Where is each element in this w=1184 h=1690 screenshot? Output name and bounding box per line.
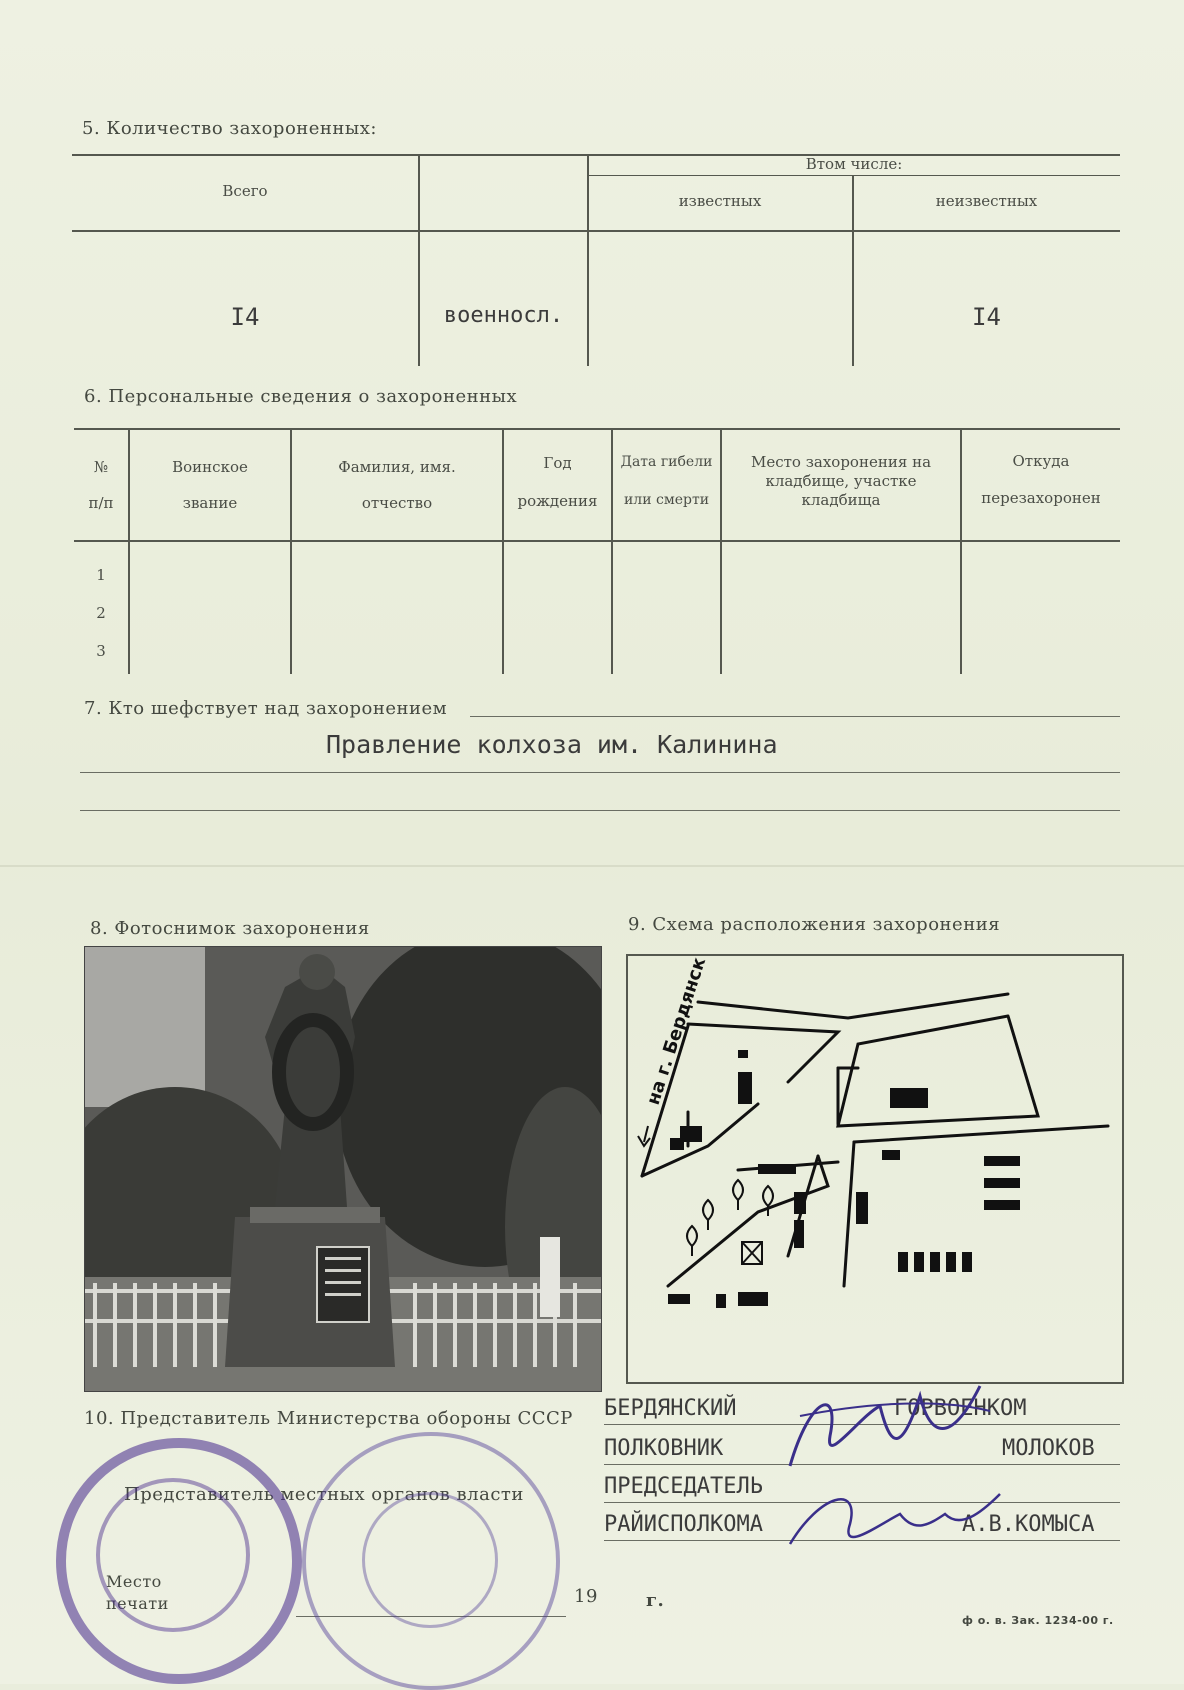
- s6-h-rank2: звание: [182, 494, 238, 512]
- s5-value-unknown: I4: [972, 303, 1001, 331]
- s6-h-from: Откуда: [1012, 452, 1070, 470]
- s5-vline-2: [587, 154, 589, 366]
- section7-title: 7. Кто шефствует над захоронением: [84, 698, 448, 719]
- s6-h-name: Фамилия, имя.: [338, 458, 456, 476]
- memorial-photo: [84, 946, 602, 1392]
- s6-h-rank: Воинское: [172, 458, 248, 476]
- s5-vline-1: [418, 154, 420, 366]
- s7-rule-3: [80, 810, 1120, 811]
- print-note: ф о. в. Зак. 1234-00 г.: [962, 1614, 1114, 1627]
- s6-row-3: 3: [96, 642, 106, 660]
- s6-h-num: №: [93, 458, 109, 476]
- s5-col-total: Всего: [222, 182, 268, 200]
- s5-col-including: Втом числе:: [805, 155, 903, 173]
- scheme-drawing: [628, 956, 1122, 1382]
- typed-line1a: БЕРДЯНСКИЙ: [604, 1396, 737, 1421]
- s6-header-rule: [74, 540, 1120, 542]
- typed-line4b: А.В.КОМЫСА: [962, 1512, 1095, 1537]
- round-seal-left: [56, 1438, 302, 1684]
- place-label: Место: [106, 1572, 162, 1591]
- s6-h-death2: или смерти: [623, 492, 710, 508]
- s6-h-name2: отчество: [361, 494, 433, 512]
- section9-title: 9. Схема расположения захоронения: [628, 914, 1001, 935]
- s5-col-unknown: неизвестных: [935, 192, 1038, 210]
- typed-line4a: РАЙИСПОЛКОМА: [604, 1512, 763, 1537]
- seal-label: печати: [106, 1594, 169, 1613]
- round-seal-right: [302, 1432, 560, 1690]
- s5-value-type: военносл.: [443, 303, 564, 328]
- s6-h-place3: кладбища: [801, 491, 881, 509]
- s7-rule-1: [470, 716, 1120, 717]
- s5-value-total: I4: [230, 303, 260, 331]
- s5-header-rule: [72, 230, 1120, 232]
- s6-row-2: 2: [96, 604, 106, 622]
- s6-h-death: Дата гибели: [620, 454, 713, 470]
- s6-h-birth: Год: [543, 454, 572, 472]
- s6-h-place: Место захоронения на: [750, 453, 932, 471]
- s6-h-from2: перезахоронен: [981, 489, 1101, 507]
- typed-line2a: ПОЛКОВНИК: [604, 1436, 724, 1461]
- s6-top-rule: [74, 428, 1120, 430]
- typed-line1b: ГОРВОЕНКОМ: [894, 1396, 1027, 1421]
- location-scheme: [626, 954, 1124, 1384]
- s5-sub-rule: [588, 175, 1120, 176]
- local-rep-label: Представитель местных органов власти: [124, 1484, 524, 1505]
- signature-military: [780, 1376, 1000, 1486]
- s7-rule-2: [80, 772, 1120, 773]
- section6-title: 6. Персональные сведения о захороненных: [84, 386, 518, 407]
- s6-h-place2: кладбище, участке: [765, 472, 917, 490]
- date-year: 19: [574, 1586, 598, 1607]
- s6-h-num2: п/п: [88, 494, 114, 512]
- s7-value: Правление колхоза им. Калинина: [326, 730, 778, 759]
- fold-line: [0, 865, 1184, 867]
- s6-row-1: 1: [96, 566, 106, 584]
- photo-drawing: [85, 947, 601, 1391]
- section5-title: 5. Количество захороненных:: [82, 118, 377, 139]
- road-label: на г. Бердянск: [642, 956, 711, 1108]
- section10-title: 10. Представитель Министерства обороны СССР: [84, 1408, 573, 1429]
- typed-line3: ПРЕДСЕДАТЕЛЬ: [604, 1474, 763, 1499]
- date-suffix: г.: [646, 1590, 665, 1611]
- section8-title: 8. Фотоснимок захоронения: [90, 918, 370, 939]
- signature-chairman: [780, 1474, 1010, 1564]
- s5-col-known: известных: [678, 192, 762, 210]
- typed-line2b: МОЛОКОВ: [1002, 1436, 1095, 1461]
- s6-h-birth2: рождения: [517, 492, 598, 510]
